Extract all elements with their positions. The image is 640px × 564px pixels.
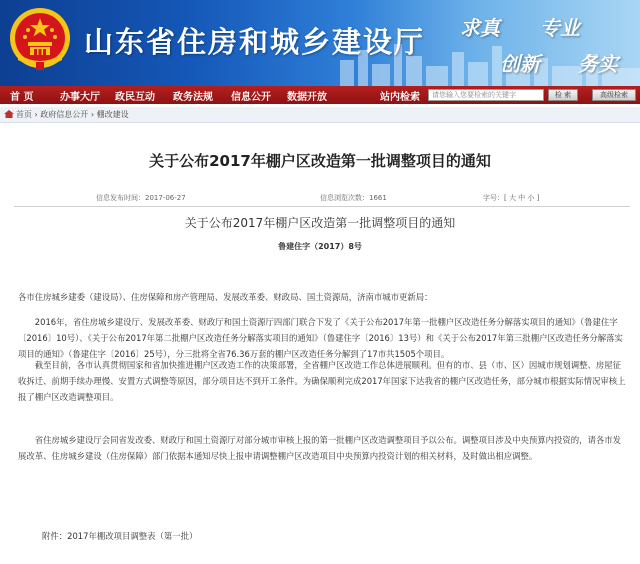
meta-divider <box>14 206 630 207</box>
view-count: 信息浏览次数：1661 <box>320 194 387 202</box>
paragraph-1: 2016年，省住房城乡建设厅、发展改革委、财政厅和国土资源厅四部门联合下发了《关于公布2017年第一批棚户区改造任务分解落实项目的通知》（鲁建住字〔2016〕10号）、《关于公布2017年第二批棚户区改造任务分解落实项目的通知》（鲁建住字〔2016〕13号）和《关于公布2017年第三批棚户区改造任务分解落实项目的通知》（鲁建住字〔2016〕25号），分三批将全省76.36万套的棚户区改造任务分解到了17市共1505个项目。 <box>18 317 623 359</box>
nav-home[interactable]: 首 页 <box>10 91 34 103</box>
paragraph-3: 省住房城乡建设厅会同省发改委、财政厅和国土资源厅对部分城市审核上报的第一批棚户区改造调整项目予以公布。调整项目涉及中央预算内投资的，请各市发展改革、住房城乡建设（住房保障）部门依据本通知尽快上报申请调整棚户区改造项目中央预算内投资计划的相关材料，及时做出相应调整。 <box>18 435 622 461</box>
document-number: 鲁建住字（2017）8号 <box>278 242 362 251</box>
document-title: 关于公布2017年棚户区改造第一批调整项目的通知 <box>184 216 456 230</box>
slogan-word-1: 求真 <box>460 16 500 40</box>
slogan-word-2: 专业 <box>540 16 580 40</box>
nav-open-data[interactable]: 数据开放 <box>287 91 327 103</box>
search-label: 站内检索 <box>380 91 420 103</box>
search-input[interactable]: 请您输入您要检索的关键字 <box>428 89 544 101</box>
header-banner <box>0 0 640 86</box>
home-icon <box>4 110 14 118</box>
search-button[interactable]: 检 索 <box>548 89 578 101</box>
slogan-word-3: 创新 <box>500 52 540 76</box>
advanced-search-button[interactable]: 高级检索 <box>592 89 636 101</box>
nav-info-disclosure[interactable]: 信息公开 <box>231 91 271 103</box>
slogan-word-4: 务实 <box>578 52 618 76</box>
nav-service-hall[interactable]: 办事大厅 <box>60 91 100 103</box>
font-size-selector[interactable]: 字号：[ 大 中 小 ] <box>483 194 540 202</box>
salutation: 各市住房城乡建委（建设局）、住房保障和房产管理局、发展改革委、财政局、国土资源局，济南市城市更新局： <box>18 292 433 302</box>
main-nav <box>0 86 640 104</box>
publish-date: 信息发布时间：2017-06-27 <box>96 194 186 202</box>
breadcrumb-path[interactable]: 首页 › 政府信息公开 › 棚改建设 <box>16 110 129 119</box>
article-title: 关于公布2017年棚户区改造第一批调整项目的通知 <box>149 152 491 170</box>
nav-public-interaction[interactable]: 政民互动 <box>115 91 155 103</box>
attachment-link[interactable]: 附件：2017年棚改项目调整表（第一批） <box>42 531 198 541</box>
national-emblem-icon <box>8 6 72 72</box>
site-title: 山东省住房和城乡建设厅 <box>84 25 426 59</box>
breadcrumb <box>0 107 640 123</box>
paragraph-2: 截至目前，各市认真贯彻国家和省加快推进棚户区改造工作的决策部署，全省棚户区改造工作总体进展顺利。但有的市、县（市、区）因城市规划调整、房屋征收拆迁、前期手续办理慢、安置方式调整等原因，部分项目达不到开工条件。为确保顺利完成2017年国家下达我省的棚户区改造任务，部分城市根据实际情况审核上报了棚户区改造调整项目。 <box>18 360 626 402</box>
nav-regulations[interactable]: 政务法规 <box>173 91 213 103</box>
